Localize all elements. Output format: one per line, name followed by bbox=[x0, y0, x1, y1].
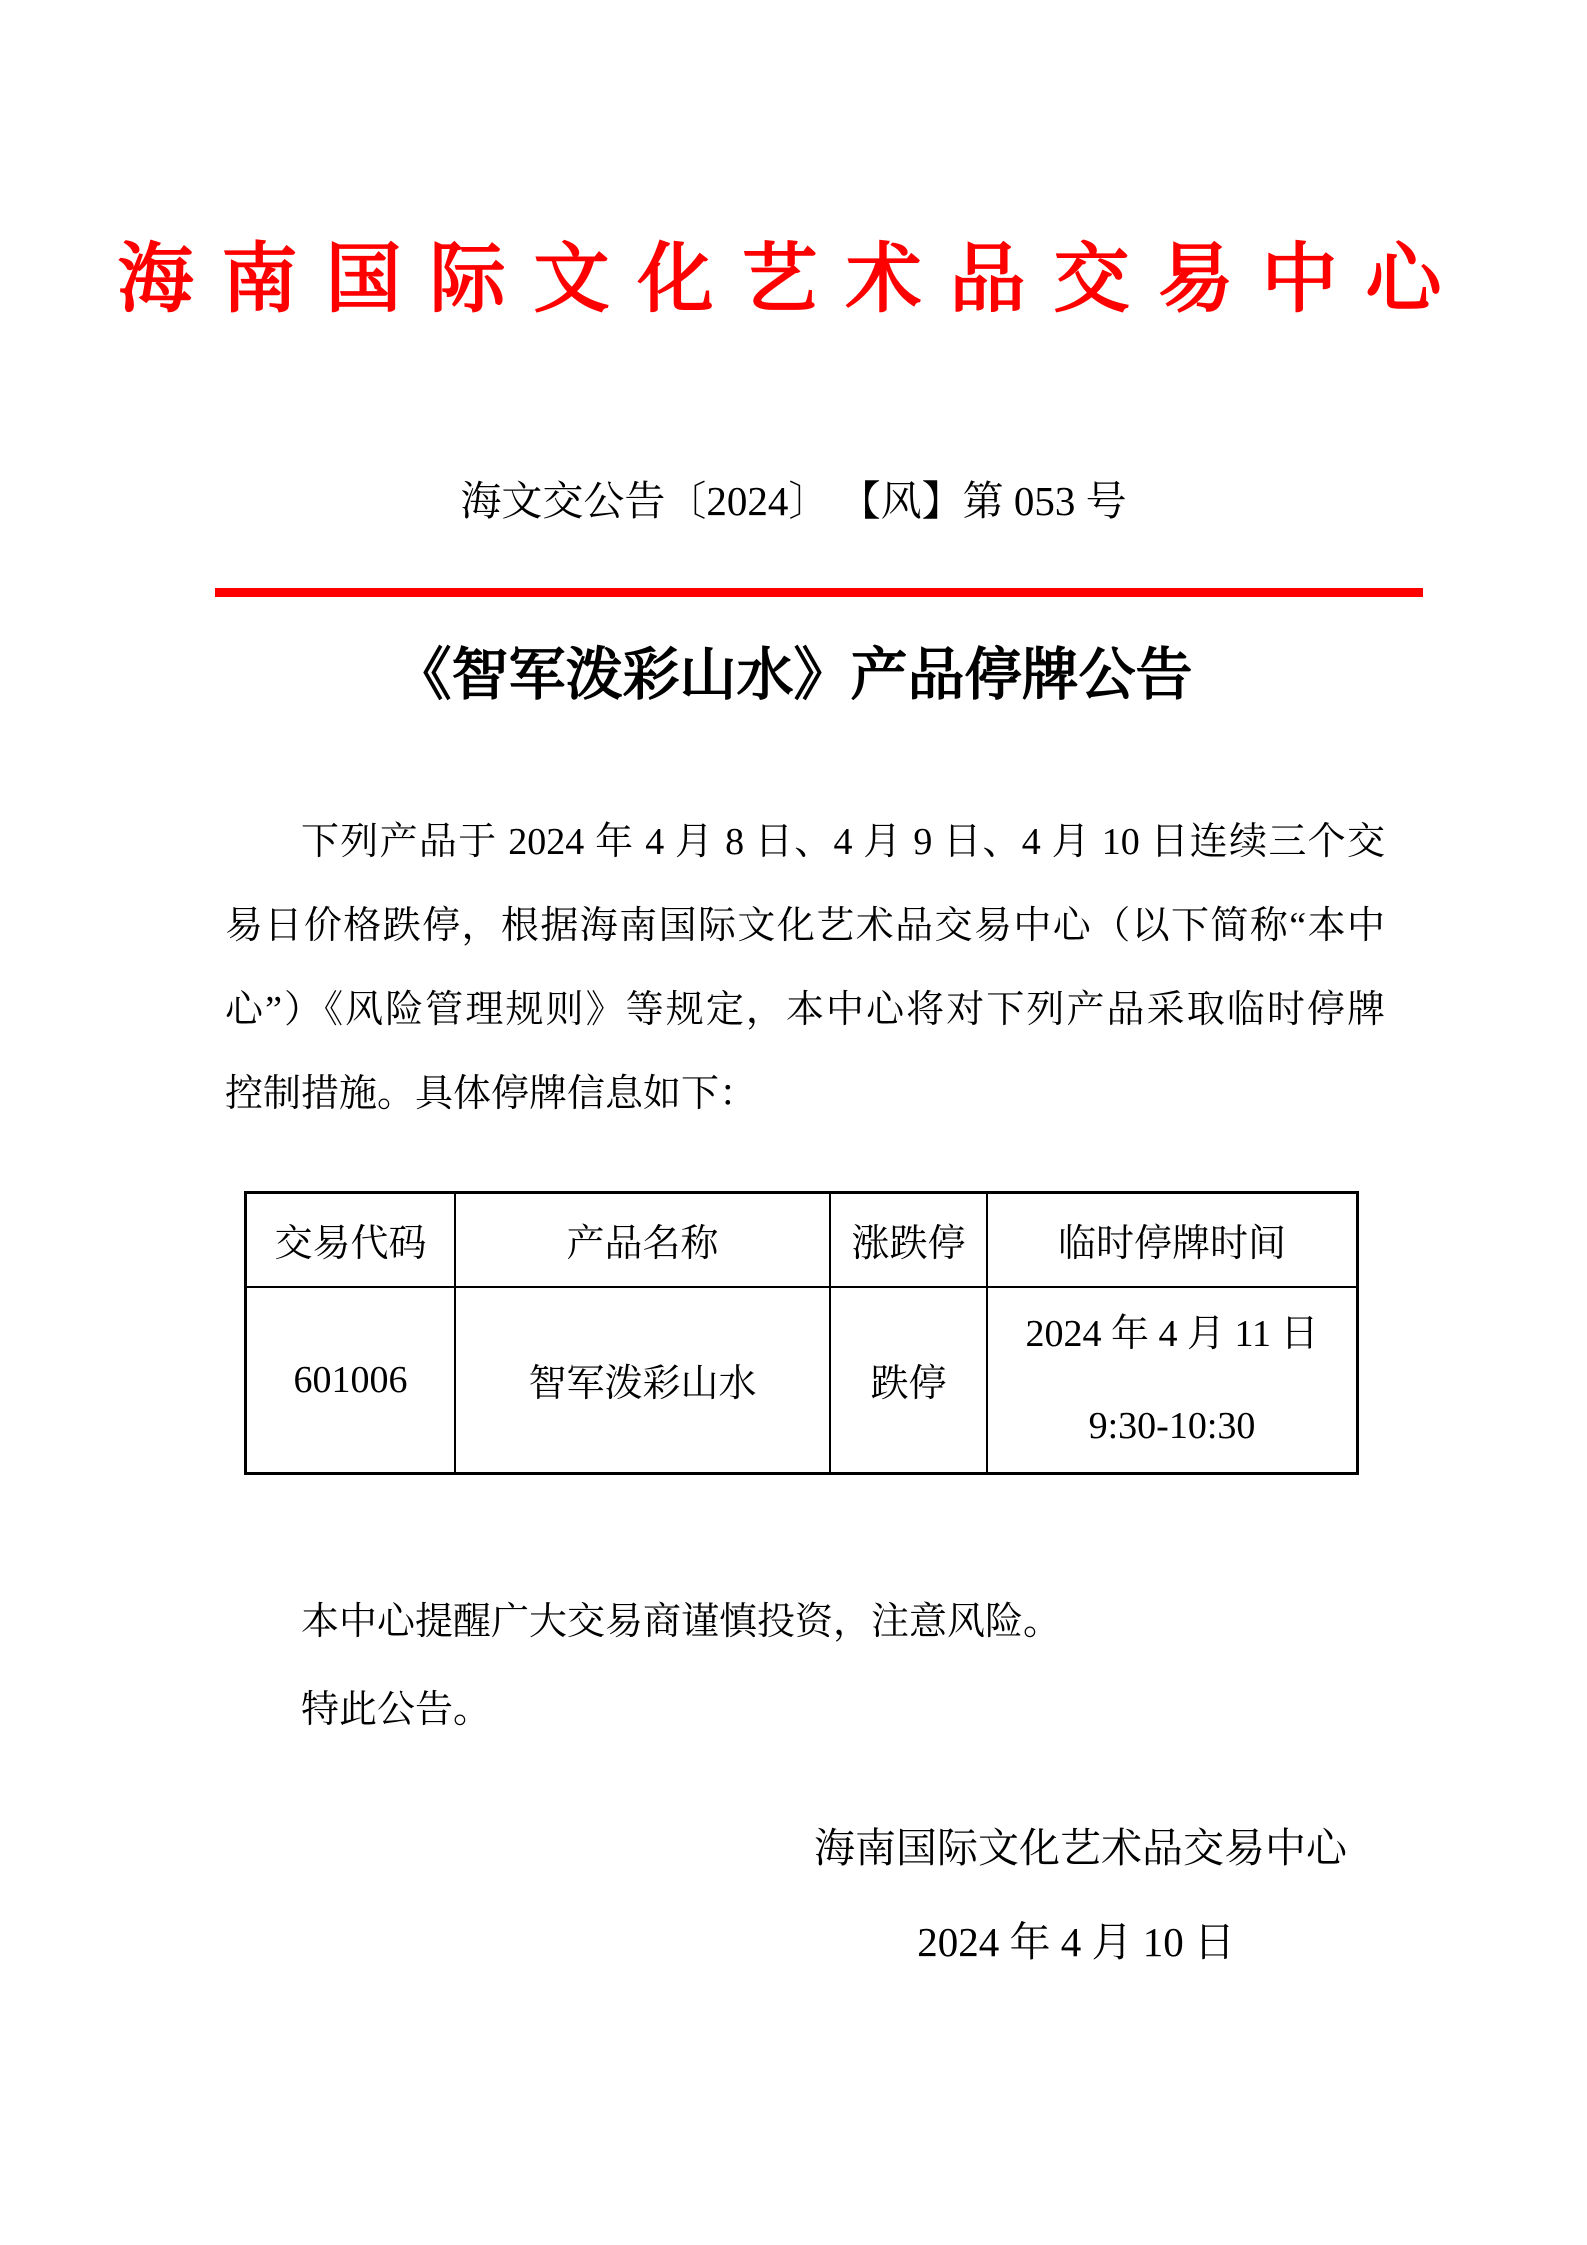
red-divider-rule bbox=[215, 588, 1423, 597]
header-suspension-time: 临时停牌时间 bbox=[987, 1193, 1358, 1287]
risk-reminder-line: 本中心提醒广大交易商谨慎投资，注意风险。 bbox=[301, 1601, 1062, 1643]
cell-suspension-time bbox=[987, 1287, 1358, 1474]
suspension-time-range: 9:30-10:30 bbox=[1088, 1404, 1256, 1447]
announcement-heading: 《智军泼彩山水》产品停牌公告 bbox=[394, 644, 1193, 707]
cell-product-name: 智军泼彩山水 bbox=[455, 1287, 830, 1474]
body-paragraph bbox=[225, 800, 1385, 1136]
cell-trade-code: 601006 bbox=[246, 1287, 456, 1474]
suspension-info-table bbox=[244, 1191, 1359, 1475]
body-line-4: 控制措施。具体停牌信息如下： bbox=[225, 1073, 758, 1115]
table-row bbox=[246, 1287, 1358, 1474]
body-line-1: 下列产品于 2024 年 4 月 8 日、4 月 9 日、4 月 10 日连续三个交 bbox=[301, 821, 1385, 863]
body-line-3: 心”）《风险管理规则》等规定，本中心将对下列产品采取临时停牌 bbox=[225, 989, 1385, 1031]
signature-date: 2024 年 4 月 10 日 bbox=[917, 1919, 1235, 1965]
header-price-limit: 涨跌停 bbox=[830, 1193, 987, 1287]
header-product-name: 产品名称 bbox=[455, 1193, 830, 1287]
table-header-row bbox=[246, 1193, 1358, 1287]
suspension-date: 2024 年 4 月 11 日 bbox=[1025, 1312, 1319, 1355]
header-trade-code: 交易代码 bbox=[246, 1193, 456, 1287]
hereby-announced-line: 特此公告。 bbox=[301, 1689, 492, 1731]
closing-paragraph bbox=[225, 1578, 1385, 1754]
signature-organization: 海南国际文化艺术品交易中心 bbox=[814, 1825, 1347, 1871]
body-line-2: 易日价格跌停，根据海南国际文化艺术品交易中心（以下简称“本中 bbox=[225, 905, 1385, 947]
organization-title: 海南国际文化艺术品交易中心 bbox=[117, 238, 1470, 322]
document-number: 海文交公告〔2024〕 【风】第 053 号 bbox=[460, 478, 1127, 524]
cell-price-limit: 跌停 bbox=[830, 1287, 987, 1474]
